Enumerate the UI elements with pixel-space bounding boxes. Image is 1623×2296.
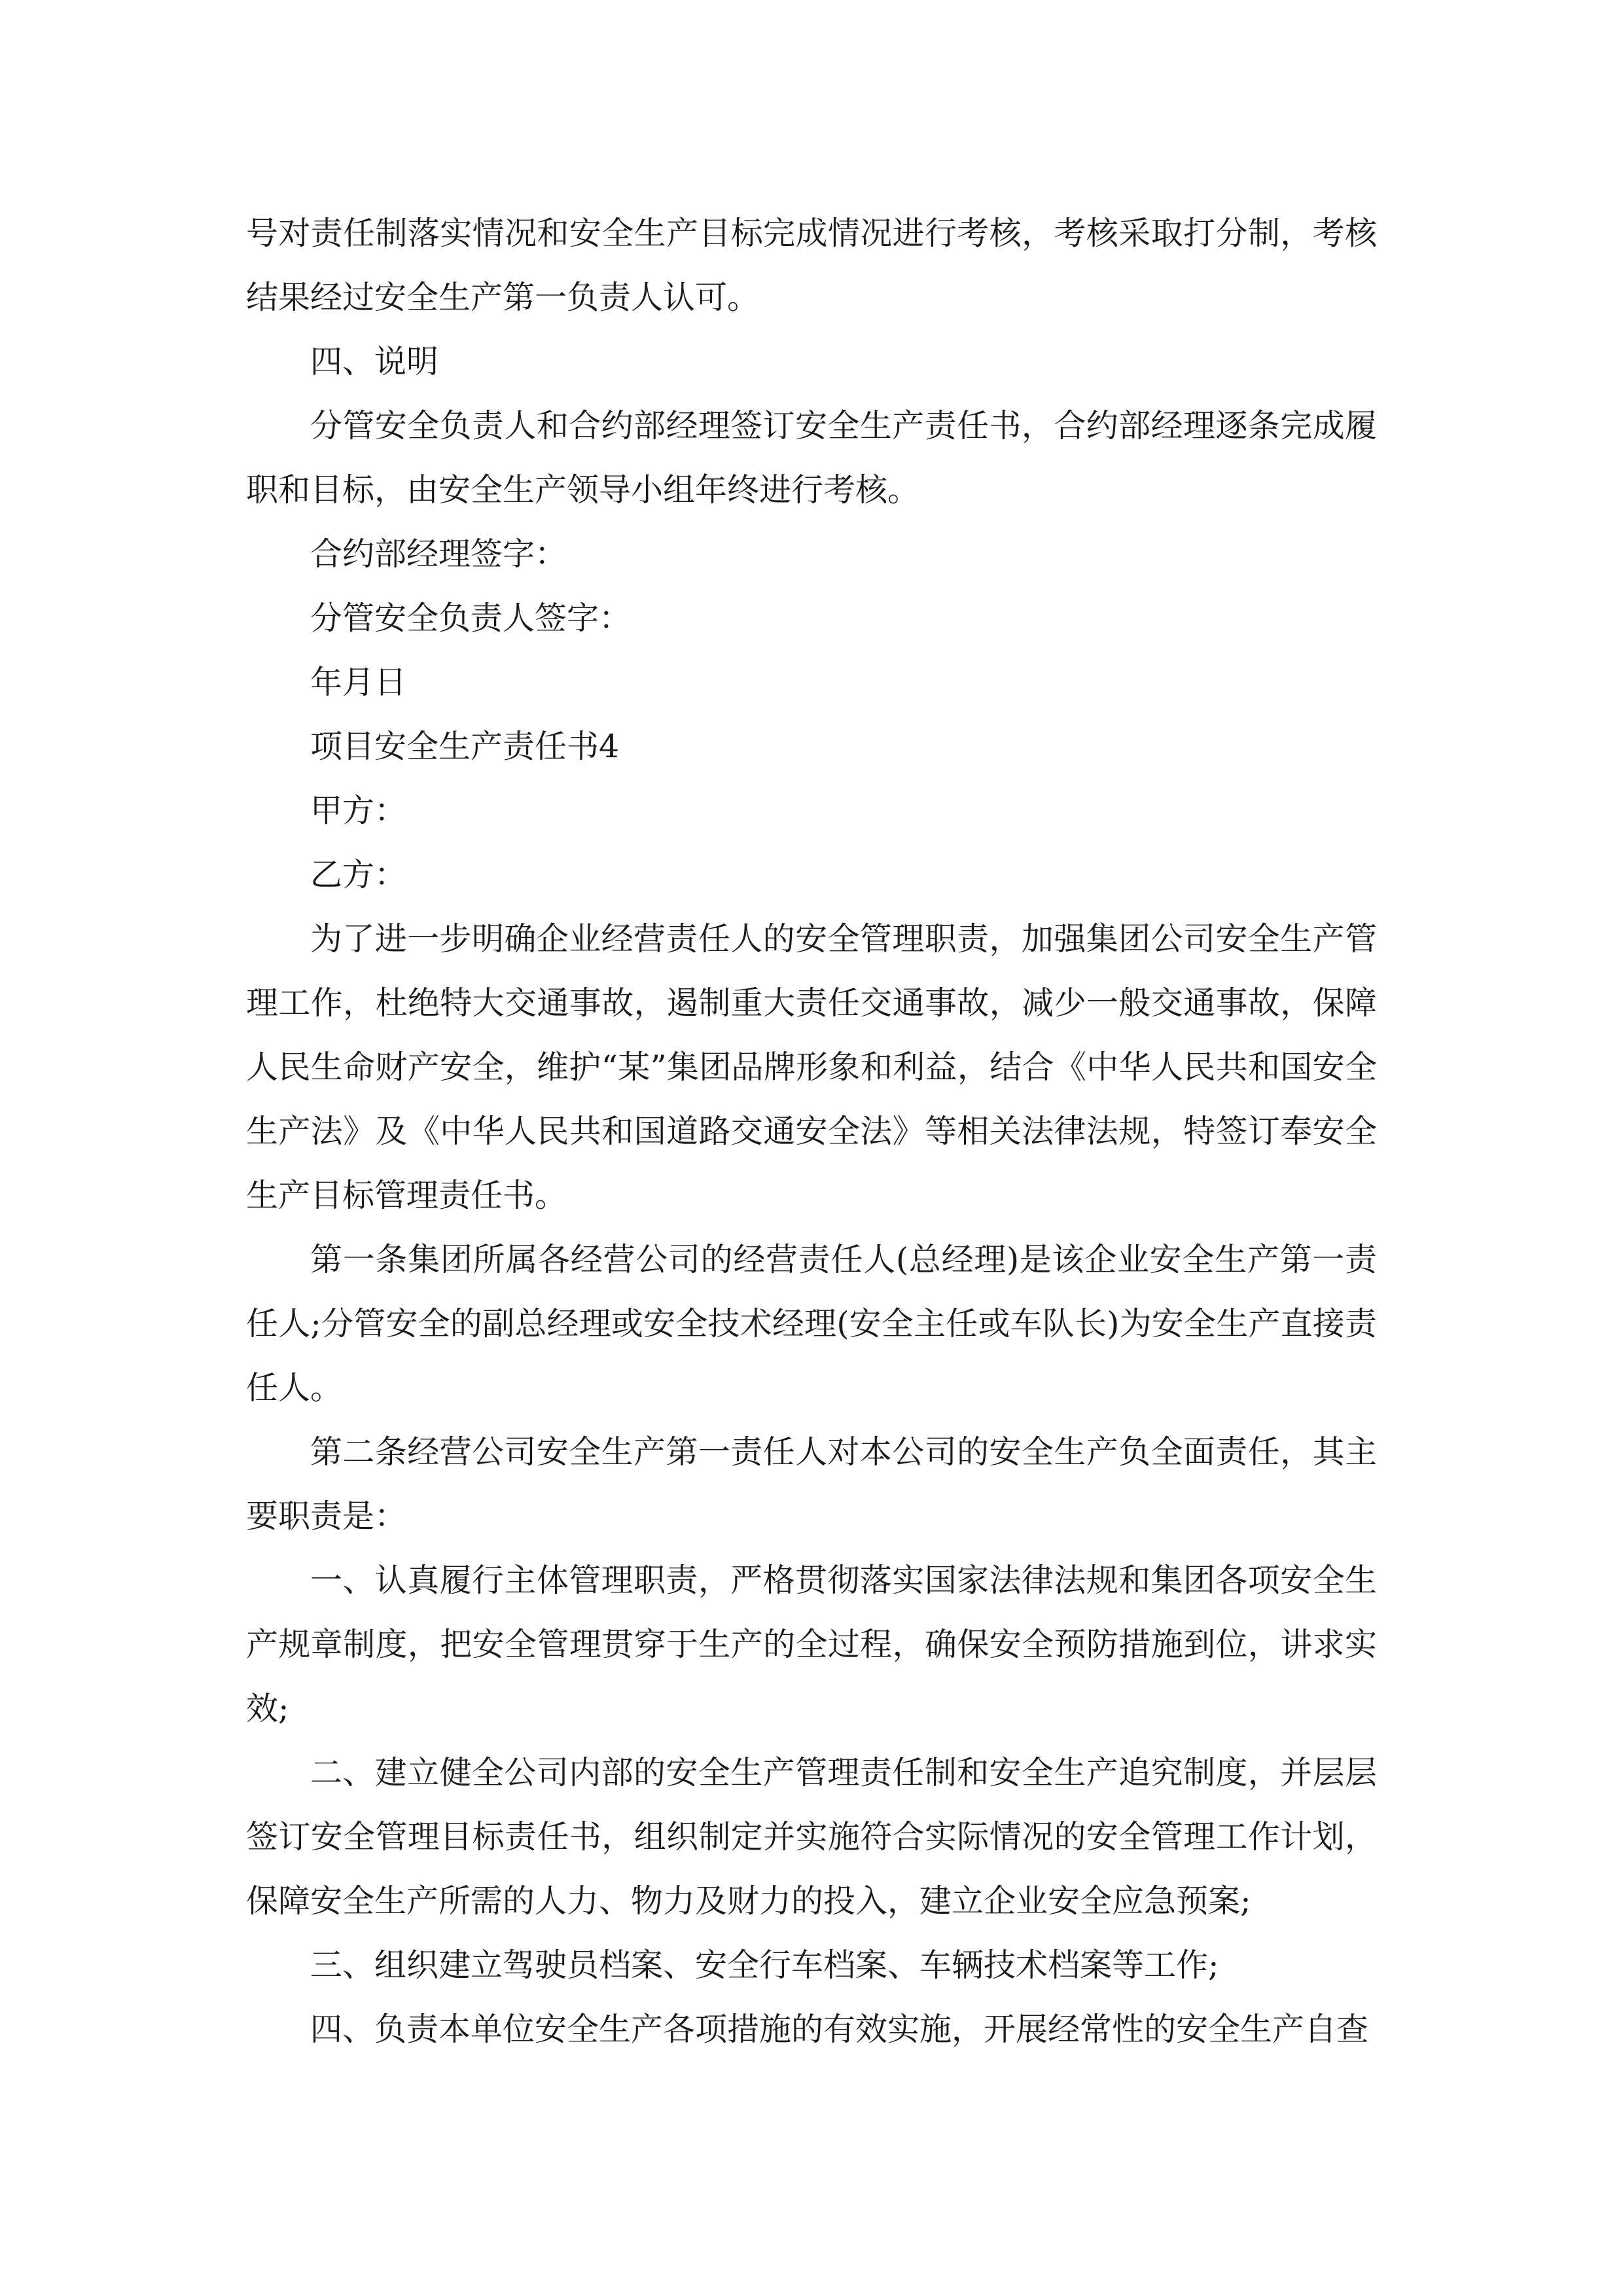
section-heading-explanation: 四、说明 xyxy=(310,343,439,380)
paragraph-duty-3: 三、组织建立驾驶员档案、安全行车档案、车辆技术档案等工作; xyxy=(310,1946,1219,1984)
paragraph-duty-1: 一、认真履行主体管理职责，严格贯彻落实国家法律法规和集团各项安全生产规章制度，把安全管理贯穿于生产的全过程，确保安全预防措施到位，讲求实效; xyxy=(246,1562,1377,1727)
party-a-line: 甲方： xyxy=(310,792,407,829)
signature-line-safety-lead: 分管安全负责人签字： xyxy=(310,600,632,637)
paragraph-preamble: 为了进一步明确企业经营责任人的安全管理职责，加强集团公司安全生产管理工作，杜绝特大交通事故，遏制重大责任交通事故，减少一般交通事故，保障人民生命财产安全，维护“某”集团品牌形象和利益，结合《中华人民共和国安全生产法》及《中华人民共和国道路交通安全法》等相关法律法规，特签订奉安全生产目标管理责任书。 xyxy=(246,920,1377,1214)
paragraph-duty-2: 二、建立健全公司内部的安全生产管理责任制和安全生产追究制度，并层层签订安全管理目标责任书，组织制定并实施符合实际情况的安全管理工作计划，保障安全生产所需的人力、物力及财力的投入，建立企业安全应急预案; xyxy=(246,1754,1377,1920)
paragraph-continuation: 号对责任制落实情况和安全生产目标完成情况进行考核，考核采取打分制，考核结果经过安全生产第一负责人认可。 xyxy=(246,215,1377,316)
document-title: 项目安全生产责任书4 xyxy=(310,728,620,765)
paragraph-article-1: 第一条集团所属各经营公司的经营责任人(总经理)是该企业安全生产第一责任人;分管安全的副总经理或安全技术经理(安全主任或车队长)为安全生产直接责任人。 xyxy=(246,1241,1377,1407)
paragraph-duty-4: 四、负责本单位安全生产各项措施的有效实施，开展经常性的安全生产自查 xyxy=(310,2011,1369,2048)
date-line: 年月日 xyxy=(310,664,407,701)
party-b-line: 乙方： xyxy=(310,856,407,893)
document-body xyxy=(246,202,1377,2062)
paragraph-explanation: 分管安全负责人和合约部经理签订安全生产责任书，合约部经理逐条完成履职和目标，由安全生产领导小组年终进行考核。 xyxy=(246,407,1377,509)
paragraph-article-2: 第二条经营公司安全生产第一责任人对本公司的安全生产负全面责任，其主要职责是： xyxy=(246,1433,1377,1535)
signature-line-contract-manager: 合约部经理签字： xyxy=(310,535,567,573)
